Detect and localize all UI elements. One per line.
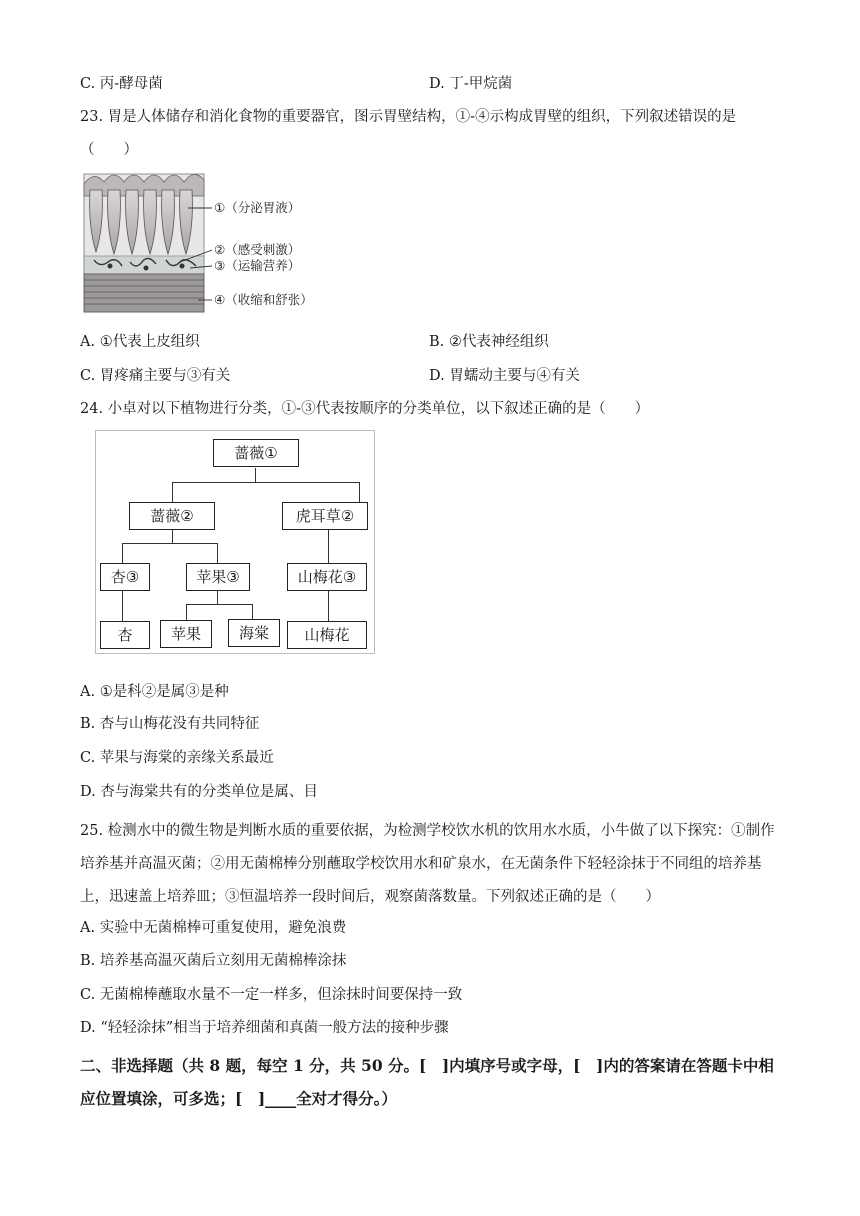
q25-option-d: D. “轻轻涂抹”相当于培养细菌和真菌一般方法的接种步骤 (80, 1020, 449, 1036)
q23-option-a: A. ①代表上皮组织 (80, 334, 200, 350)
tree-leaf-apple: 苹果 (160, 620, 212, 648)
q24-option-b: B. 杏与山梅花没有共同特征 (80, 716, 260, 732)
figure-label-3: ③（运输营养） (214, 258, 301, 273)
tree-node-root: 蔷薇① (213, 439, 299, 467)
tree-leaf-apricot: 杏 (100, 621, 150, 649)
figure-label-1: ①（分泌胃液） (214, 200, 301, 215)
section2-heading: 二、非选择题（共 8 题，每空 1 分，共 50 分。[ ]内填序号或字母，[ ]内的答案请在答题卡中相应位置填涂，可多选；[ ]____全对才得分。） (80, 1056, 774, 1108)
stomach-wall-figure (80, 166, 340, 318)
q24-stem: 24. 小卓对以下植物进行分类，①-③代表按顺序的分类单位，以下叙述正确的是（ ） (80, 401, 650, 417)
q22-option-c: C. 丙-酵母菌 (80, 76, 163, 92)
tree-node-apple-genus: 苹果③ (186, 563, 250, 591)
q24-option-c: C. 苹果与海棠的亲缘关系最近 (80, 750, 274, 766)
q23-stem: 23. 胃是人体储存和消化食物的重要器官，图示胃壁结构，①-④示构成胃壁的组织，下列叙述错误的是 (80, 109, 737, 125)
q24-option-a: A. ①是科②是属③是种 (80, 684, 229, 700)
tree-node-apricot-genus: 杏③ (100, 563, 150, 591)
q25-option-b: B. 培养基高温灭菌后立刻用无菌棉棒涂抹 (80, 953, 347, 969)
figure-label-2: ②（感受刺激） (214, 242, 301, 257)
tree-node-saxifragaceae: 虎耳草② (282, 502, 368, 530)
tree-node-rosaceae: 蔷薇② (129, 502, 215, 530)
q23-paren: （ ） (80, 142, 138, 158)
figure-label-4: ④（收缩和舒张） (214, 292, 313, 307)
classification-tree (95, 430, 375, 654)
q25-stem: 25. 检测水中的微生物是判断水质的重要依据，为检测学校饮水机的饮用水水质，小牛做了以下探究：①制作培养基并高温灭菌；②用无菌棉棒分别蘸取学校饮用水和矿泉水，在无菌条件下轻轻涂抹于不同组的培养基上，迅速盖上培养皿；③恒温培养一段时间后，观察菌落数量。下列叙述正确的是（ ） (80, 823, 775, 905)
q25-option-a: A. 实验中无菌棉棒可重复使用，避免浪费 (80, 920, 347, 936)
tree-node-mockorange-genus: 山梅花③ (287, 563, 367, 591)
tree-leaf-crabapple: 海棠 (228, 619, 280, 647)
q22-option-d: D. 丁-甲烷菌 (429, 76, 513, 92)
q25-option-c: C. 无菌棉棒蘸取水量不一定一样多，但涂抹时间要保持一致 (80, 987, 463, 1003)
q24-option-d: D. 杏与海棠共有的分类单位是属、目 (80, 784, 318, 800)
q23-option-b: B. ②代表神经组织 (429, 334, 549, 350)
q23-option-d: D. 胃蠕动主要与④有关 (429, 368, 580, 384)
tree-leaf-mockorange: 山梅花 (287, 621, 367, 649)
q23-option-c: C. 胃疼痛主要与③有关 (80, 368, 231, 384)
